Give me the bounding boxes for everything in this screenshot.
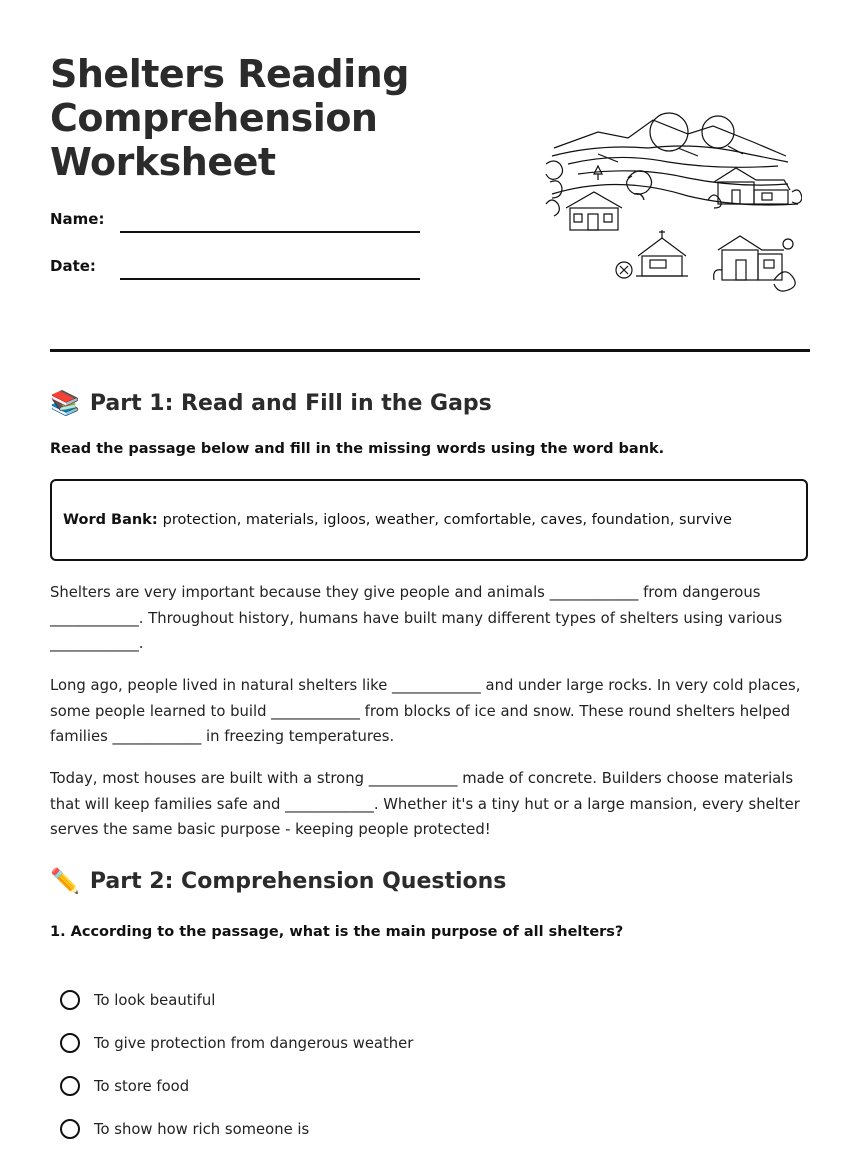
- name-label: Name:: [50, 210, 105, 228]
- part1-instructions: Read the passage below and fill in the missing words using the word bank.: [50, 441, 665, 457]
- option-a[interactable]: [60, 990, 215, 1010]
- pencil-icon: ✏️: [50, 867, 80, 895]
- date-label: Date:: [50, 257, 96, 275]
- radio-circle-icon[interactable]: [60, 1119, 80, 1139]
- part2-heading: [50, 867, 506, 895]
- name-field[interactable]: [120, 231, 420, 233]
- word-bank-words: protection, materials, igloos, weather, comfortable, caves, foundation, survive: [162, 512, 732, 528]
- question-1: 1. According to the passage, what is the main purpose of all shelters?: [50, 924, 624, 940]
- option-b[interactable]: [60, 1033, 413, 1053]
- option-d[interactable]: [60, 1119, 309, 1139]
- radio-circle-icon[interactable]: [60, 1076, 80, 1096]
- word-bank: [50, 479, 808, 561]
- books-icon: 📚: [50, 389, 80, 417]
- option-a-label: To look beautiful: [94, 991, 216, 1009]
- option-d-label: To show how rich someone is: [94, 1120, 310, 1138]
- passage-paragraph-1: Shelters are very important because they give people and animals ____________ from dangerous ____________. Throughout history, humans have built many different types of shelters using various ____________.: [50, 584, 783, 652]
- section-divider: [50, 349, 810, 352]
- passage-paragraph-3: Today, most houses are built with a strong ____________ made of concrete. Builders choose materials that will keep families safe and ____________. Whether it's a tiny hut or a large mansion, every shelter serves the same basic purpose - keeping people protected!: [50, 770, 800, 838]
- word-bank-label: Word Bank:: [63, 512, 158, 528]
- part2-heading-text: Part 2: Comprehension Questions: [89, 868, 507, 894]
- part1-heading: [50, 389, 492, 417]
- part1-heading-text: Part 1: Read and Fill in the Gaps: [89, 390, 492, 416]
- option-c[interactable]: [60, 1076, 189, 1096]
- date-field[interactable]: [120, 278, 420, 280]
- radio-circle-icon[interactable]: [60, 1033, 80, 1053]
- houses-landscape-illustration: [538, 104, 802, 294]
- page-title: Shelters Reading Comprehension Worksheet: [50, 52, 409, 184]
- radio-circle-icon[interactable]: [60, 990, 80, 1010]
- option-b-label: To give protection from dangerous weather: [94, 1034, 414, 1052]
- passage-paragraph-2: Long ago, people lived in natural shelters like ____________ and under large rocks. In very cold places, some people learned to build ____________ from blocks of ice and snow. These round shelters helped families ____________ in freezing temperatures.: [50, 677, 801, 745]
- option-c-label: To store food: [94, 1077, 190, 1095]
